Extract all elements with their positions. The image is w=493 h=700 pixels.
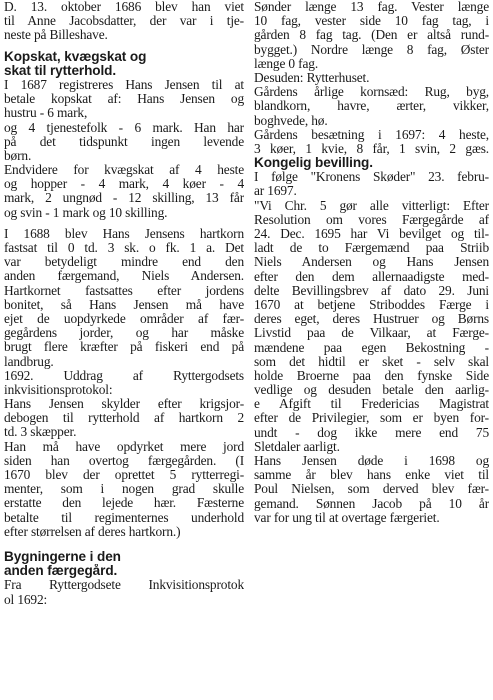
text-line: hustru - 6 mark, bbox=[4, 106, 88, 121]
text-line: efter de Privilegier, som er byen for- bbox=[254, 411, 489, 426]
text-line: anden færgemand, Niels Andersen. bbox=[4, 269, 244, 284]
text-line: ar 1697. bbox=[254, 184, 297, 199]
text-line: ladt de to Færgemænd paa Striib bbox=[254, 241, 489, 256]
text-line: I 1687 registreres Hans Jensen til at bbox=[4, 77, 244, 92]
text-line: Sletdaler aarligt. bbox=[254, 439, 340, 454]
text-line: gemand. Sønnen Jacob på 10 år bbox=[254, 496, 489, 511]
section-heading: anden færgegård. bbox=[4, 564, 118, 579]
text-line: var for ung til at overtage færgeriet. bbox=[254, 510, 440, 525]
text-line: børn. bbox=[4, 148, 32, 163]
text-line: 3 køer, 1 kvie, 8 får, 1 svin, 2 gæs. bbox=[254, 141, 489, 156]
section-kopskat bbox=[4, 50, 244, 539]
text-line: D. 13. oktober 1686 blev han viet bbox=[4, 0, 244, 14]
text-line: efter den dem allernaadigste med- bbox=[254, 269, 489, 284]
text-line: Gårdens besætning i 1697: 4 heste, bbox=[254, 127, 489, 142]
text-line: Poul Nielsen, som derved blev fær- bbox=[254, 482, 489, 497]
paragraph bbox=[4, 227, 244, 539]
section-heading: Kongelig bevilling. bbox=[254, 156, 373, 171]
text-line: deres eget, deres Hustruer og Børns bbox=[254, 312, 489, 327]
text-line: Sønder længe 13 fag. Vester længe bbox=[254, 0, 489, 14]
text-line: betalte til regimenternes underhold bbox=[4, 510, 244, 525]
text-line: som det hidtil er sket - selv skal bbox=[254, 354, 489, 369]
text-line: 24. Dec. 1695 har Vi bevilget og til- bbox=[254, 227, 489, 241]
text-line: mark, 2 ungnød - 12 skilling, 13 får bbox=[4, 191, 244, 206]
text-line: og hopper - 4 mark, 4 køer - 4 bbox=[4, 177, 244, 192]
paragraph bbox=[4, 78, 244, 220]
text-line: inkvisitionsprotokol: bbox=[4, 382, 113, 397]
text-line: I 1688 blev Hans Jensens hartkorn bbox=[4, 226, 244, 241]
text-line: var betydeligt mindre end den bbox=[4, 255, 244, 270]
text-line: til Anne Jacobsdatter, der var i tje- bbox=[4, 14, 244, 29]
text-line: samme år blev hans enke viet til bbox=[254, 468, 489, 483]
text-line: Niels Andersen og Hans Jensen bbox=[254, 255, 489, 270]
text-line: boghvede, hø. bbox=[254, 113, 328, 128]
text-line: holde Broerne paa den fynske Side bbox=[254, 368, 489, 383]
text-line: Han må have opdyrket mere jord bbox=[4, 439, 244, 454]
text-line: Desuden: Rytterhuset. bbox=[254, 70, 370, 85]
text-line: Hans Jensen døde i 1698 og bbox=[254, 454, 489, 468]
text-line: og svin - 1 mark og 10 skilling. bbox=[4, 205, 168, 220]
text-line: blandkorn, havre, ærter, vikker, bbox=[254, 99, 489, 114]
text-line: delte Bevillingsbrev af dato 29. Juni bbox=[254, 283, 489, 298]
text-line: og 4 tjenestefolk - 6 mark. Han har bbox=[4, 120, 244, 135]
section-heading: Kopskat, kvægskat og bbox=[4, 49, 147, 64]
section-heading: Bygningerne i den bbox=[4, 549, 121, 564]
text-line: gården 8 fag tag. (Den er altså rund- bbox=[254, 28, 489, 43]
section-kongelig-bevilling bbox=[254, 156, 489, 525]
text-line: erstatte den lejede hær. Fæsterne bbox=[4, 496, 244, 511]
text-line: landbrug. bbox=[4, 354, 54, 369]
section-heading: skat til rytterhold. bbox=[4, 63, 117, 78]
text-line: længe 0 fag. bbox=[254, 56, 319, 71]
text-line: bonitet, så Hans Jensen må have bbox=[4, 297, 244, 312]
text-line: ejet de uopdyrkede områder af fær- bbox=[4, 311, 244, 326]
text-line: undt - dog ikke mere end 75 bbox=[254, 425, 489, 440]
text-line: Endvidere for kvægskat af 4 heste bbox=[4, 163, 244, 178]
text-line: brugt flere kræfter på fiskeri end på bbox=[4, 340, 244, 355]
right-column bbox=[254, 0, 489, 525]
text-line: menter, som i nogen grad skulle bbox=[4, 482, 244, 497]
buildings-continued bbox=[254, 0, 489, 156]
text-line: bygget.) Nordre længe 8 fag, Øster bbox=[254, 42, 489, 57]
text-line: "Vi Chr. 5 gør alle vitterligt: Efter bbox=[254, 198, 489, 213]
text-line: neste på Billeshave. bbox=[4, 28, 108, 43]
text-line: Hartkornet fastsattes efter jordens bbox=[4, 283, 244, 298]
text-line: I følge "Kronens Skøder" 23. febru- bbox=[254, 170, 489, 185]
text-line: fastsat til 0 td. 3 sk. o fk. 1 a. Det bbox=[4, 241, 244, 255]
text-line: debogen til rytterhold af hartkorn 2 bbox=[4, 411, 244, 426]
section-bygningerne bbox=[4, 550, 244, 607]
text-line: 1692. Uddrag af Ryttergodsets bbox=[4, 368, 244, 383]
text-line: mændene paa egen Bekostning - bbox=[254, 340, 489, 355]
text-line: Livstid paa de Vilkaar, at Færge- bbox=[254, 326, 489, 341]
text-line: td. 3 skæpper. bbox=[4, 425, 77, 440]
text-line: 1670 blev der oprettet 5 rytterregi- bbox=[4, 468, 244, 482]
text-line: betale kopskat af: Hans Jensen og bbox=[4, 92, 244, 107]
left-column bbox=[4, 0, 244, 607]
text-line: 1670 at betjene Striboddes Færge i bbox=[254, 297, 489, 312]
text-line: e Afgift til Fredericias Magistrat bbox=[254, 397, 489, 412]
intro-paragraph bbox=[4, 0, 244, 43]
text-line: på det tidspunkt ingen levende bbox=[4, 134, 244, 149]
text-line: ol 1692: bbox=[4, 592, 48, 607]
text-line: gegårdens jorder, og har måske bbox=[4, 326, 244, 341]
text-line: 10 fag, vester side 10 fag tag, i bbox=[254, 14, 489, 29]
text-line: efter størrelsen af deres hartkorn.) bbox=[4, 524, 181, 539]
text-line: Resolution om vores Færgegårde af bbox=[254, 212, 489, 227]
text-line: Gårdens årlige kornsæd: Rug, byg, bbox=[254, 85, 489, 100]
text-line: Fra Ryttergodsete Inkvisitionsprotok bbox=[4, 578, 244, 593]
text-line: siden han overtog færgegården. (I bbox=[4, 453, 244, 468]
text-line: Hans Jensen skylder efter krigsjor- bbox=[4, 397, 244, 412]
text-line: vedlige og desuden betale den aarlig- bbox=[254, 383, 489, 398]
